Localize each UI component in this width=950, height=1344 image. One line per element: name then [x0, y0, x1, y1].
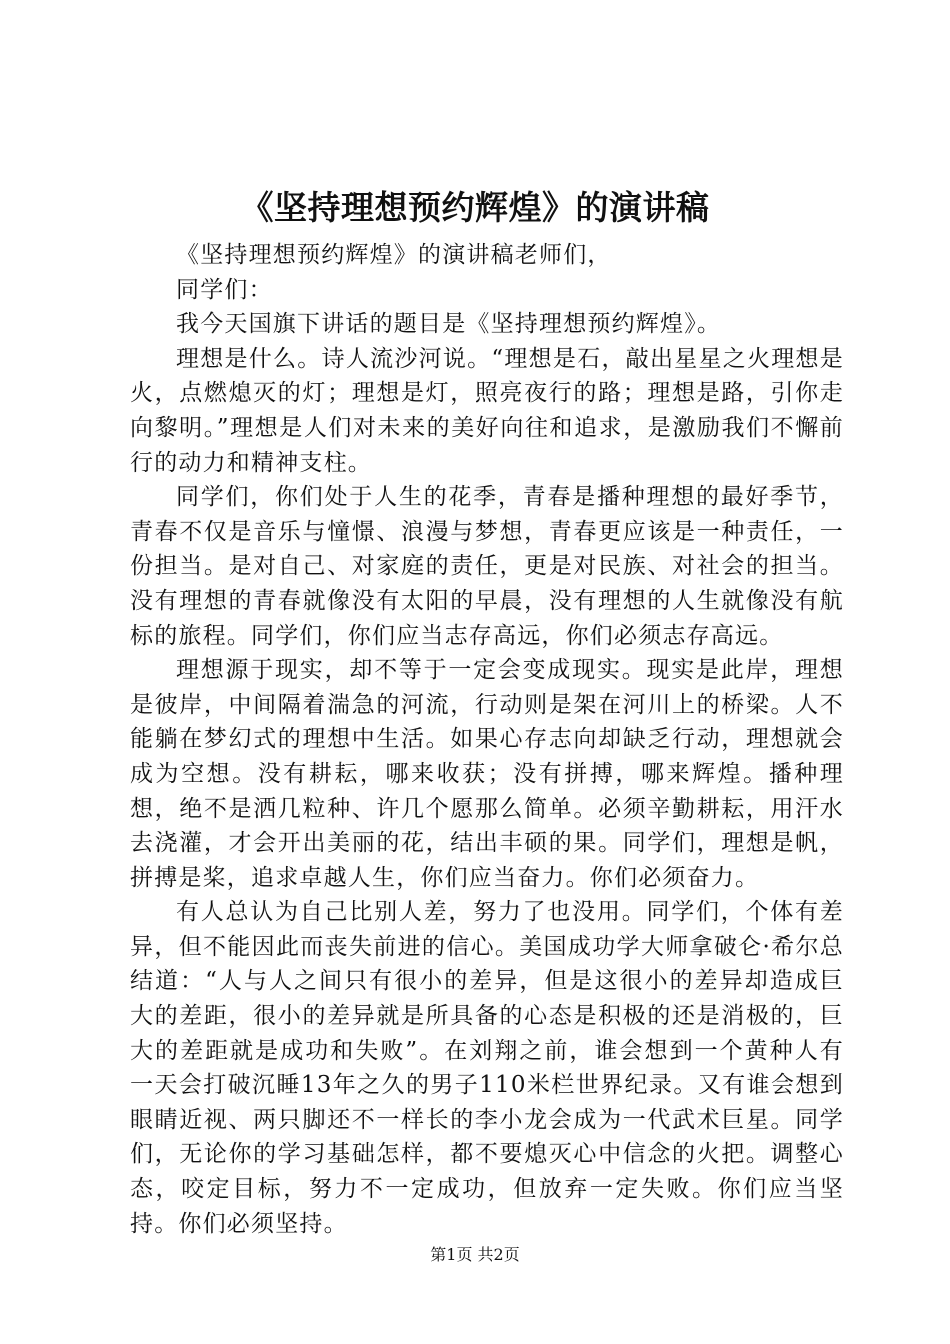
paragraph-what-is-ideal: 理想是什么。诗人流沙河说。“理想是石，敲出星星之火理想是火，点燃熄灭的灯；理想是灯，照亮夜行的路；理想是路，引你走向黎明。”理想是人们对未来的美好向往和追求，是激励我们不懈前行的动力和精神支柱。	[130, 345, 844, 476]
paragraph-salutation: 《坚持理想预约辉煌》的演讲稿老师们，	[176, 242, 612, 268]
paragraph-greeting: 同学们：	[176, 276, 273, 303]
page-number-footer: 第1页 共2页	[430, 1245, 520, 1264]
document-body	[130, 238, 844, 1241]
paragraph-topic: 我今天国旗下讲话的题目是《坚持理想预约辉煌》。	[176, 311, 722, 338]
paragraph-youth: 同学们，你们处于人生的花季，青春是播种理想的最好季节，青春不仅是音乐与憧憬、浪漫与梦想，青春更应该是一种责任，一份担当。是对自己、对家庭的责任，更是对民族、对社会的担当。没有理想的青春就像没有太阳的早晨，没有理想的人生就像没有航标的旅程。同学们，你们应当志存高远，你们必须志存高远。	[130, 484, 844, 649]
paragraph-persistence: 有人总认为自己比别人差，努力了也没用。同学们，个体有差异，但不能因此而丧失前进的信心。美国成功学大师拿破仑·希尔总结道：“人与人之间只有很小的差异，但是这很小的差异却造成巨大的差距，很小的差异就是所具备的心态是积极的还是消极的，巨大的差距就是成功和失败”。在刘翔之前，谁会想到一个黄种人有一天会打破沉睡13年之久的男子110米栏世界纪录。又有谁会想到眼睛近视、两只脚还不一样长的李小龙会成为一代武术巨星。同学们，无论你的学习基础怎样，都不要熄灭心中信念的火把。调整心态，咬定目标，努力不一定成功，但放弃一定失败。你们应当坚持。你们必须坚持。	[130, 899, 844, 1237]
paragraph-reality: 理想源于现实，却不等于一定会变成现实。现实是此岸，理想是彼岸，中间隔着湍急的河流，行动则是架在河川上的桥梁。人不能躺在梦幻式的理想中生活。如果心存志向却缺乏行动，理想就会成为空想。没有耕耘，哪来收获；没有拼搏，哪来辉煌。播种理想，绝不是洒几粒种、许几个愿那么简单。必须辛勤耕耘，用汗水去浇灌，才会开出美丽的花，结出丰硕的果。同学们，理想是帆，拼搏是桨，追求卓越人生，你们应当奋力。你们必须奋力。	[130, 657, 844, 891]
document-title: 《坚持理想预约辉煌》的演讲稿	[240, 188, 710, 227]
